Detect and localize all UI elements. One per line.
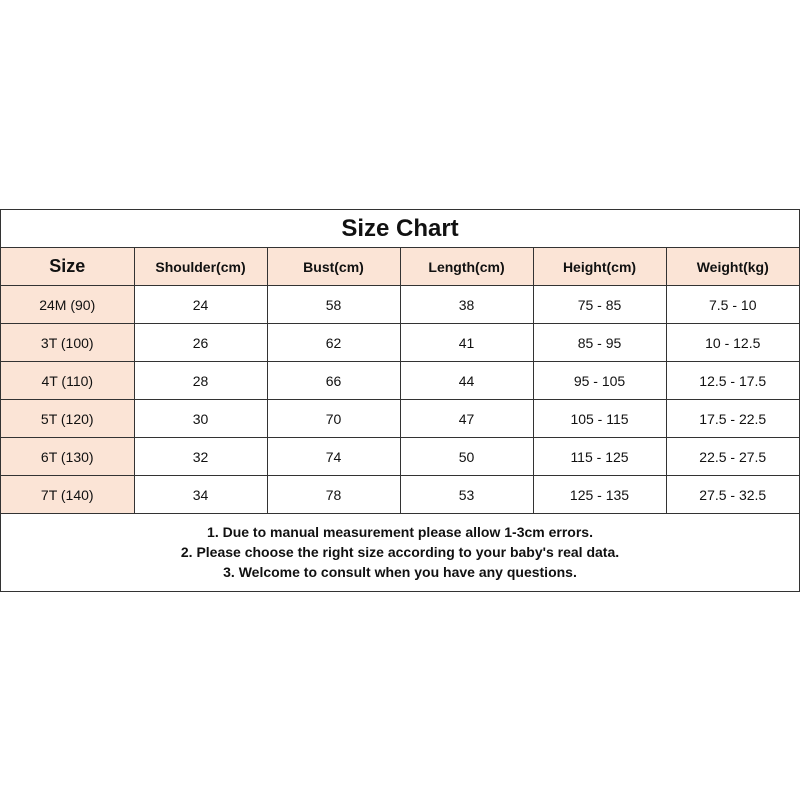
length-cell: 44 — [400, 362, 533, 400]
bust-cell: 70 — [267, 400, 400, 438]
chart-title: Size Chart — [1, 210, 799, 248]
height-cell: 75 - 85 — [533, 286, 666, 324]
length-cell: 41 — [400, 324, 533, 362]
table-header-row — [1, 248, 799, 286]
note-line: 3. Welcome to consult when you have any questions. — [223, 564, 577, 580]
bust-cell: 74 — [267, 438, 400, 476]
length-cell: 53 — [400, 476, 533, 514]
notes-section — [1, 514, 799, 591]
weight-cell: 10 - 12.5 — [666, 324, 799, 362]
size-table — [1, 248, 799, 514]
column-header-length: Length(cm) — [400, 248, 533, 286]
height-cell: 85 - 95 — [533, 324, 666, 362]
shoulder-cell: 28 — [134, 362, 267, 400]
size-chart — [0, 209, 800, 592]
height-cell: 105 - 115 — [533, 400, 666, 438]
bust-cell: 58 — [267, 286, 400, 324]
size-cell: 24M (90) — [1, 286, 134, 324]
table-row — [1, 438, 799, 476]
table-row — [1, 362, 799, 400]
size-cell: 7T (140) — [1, 476, 134, 514]
shoulder-cell: 32 — [134, 438, 267, 476]
bust-cell: 66 — [267, 362, 400, 400]
column-header-size: Size — [1, 248, 134, 286]
length-cell: 47 — [400, 400, 533, 438]
shoulder-cell: 26 — [134, 324, 267, 362]
weight-cell: 22.5 - 27.5 — [666, 438, 799, 476]
note-line: 1. Due to manual measurement please allow 1-3cm errors. — [207, 524, 593, 540]
shoulder-cell: 24 — [134, 286, 267, 324]
length-cell: 38 — [400, 286, 533, 324]
size-cell: 6T (130) — [1, 438, 134, 476]
table-row — [1, 400, 799, 438]
shoulder-cell: 34 — [134, 476, 267, 514]
weight-cell: 7.5 - 10 — [666, 286, 799, 324]
column-header-weight: Weight(kg) — [666, 248, 799, 286]
bust-cell: 62 — [267, 324, 400, 362]
note-line: 2. Please choose the right size according to your baby's real data. — [180, 544, 620, 560]
height-cell: 115 - 125 — [533, 438, 666, 476]
size-cell: 3T (100) — [1, 324, 134, 362]
height-cell: 125 - 135 — [533, 476, 666, 514]
height-cell: 95 - 105 — [533, 362, 666, 400]
size-cell: 4T (110) — [1, 362, 134, 400]
column-header-bust: Bust(cm) — [267, 248, 400, 286]
shoulder-cell: 30 — [134, 400, 267, 438]
size-cell: 5T (120) — [1, 400, 134, 438]
table-row — [1, 286, 799, 324]
column-header-height: Height(cm) — [533, 248, 666, 286]
column-header-shoulder: Shoulder(cm) — [134, 248, 267, 286]
table-row — [1, 476, 799, 514]
weight-cell: 12.5 - 17.5 — [666, 362, 799, 400]
table-row — [1, 324, 799, 362]
weight-cell: 17.5 - 22.5 — [666, 400, 799, 438]
length-cell: 50 — [400, 438, 533, 476]
bust-cell: 78 — [267, 476, 400, 514]
weight-cell: 27.5 - 32.5 — [666, 476, 799, 514]
